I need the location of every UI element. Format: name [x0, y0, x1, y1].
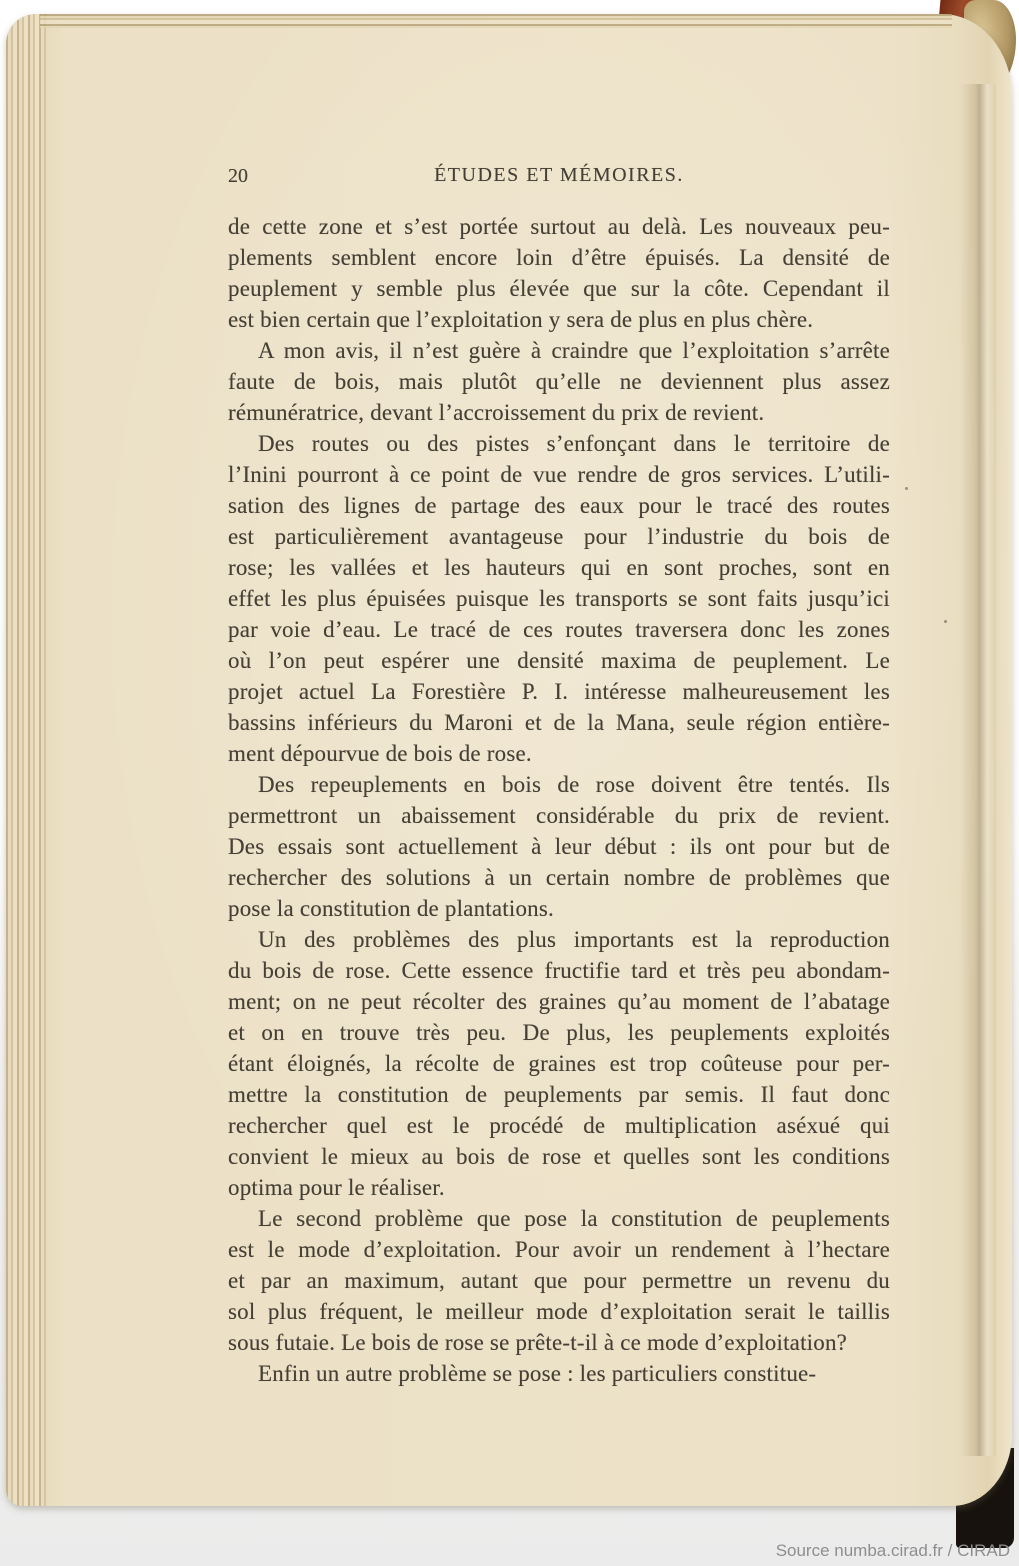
page-body — [228, 211, 890, 1389]
text-line: est le mode d’exploitation. Pour avoir un rendement à l’hectare — [228, 1237, 890, 1262]
text-line: et on en trouve très peu. De plus, les peuplements exploités — [228, 1020, 890, 1045]
text-line: et par an maximum, autant que pour permettre un revenu du — [228, 1268, 890, 1293]
text-line: plements semblent encore loin d’être épuisés. La densité de — [228, 245, 890, 270]
paragraph — [228, 428, 890, 769]
text-line: Des routes ou des pistes s’enfonçant dans le territoire de — [258, 431, 890, 456]
page-number: 20 — [228, 165, 248, 187]
text-line: permettront un abaissement considérable du prix de revient. — [228, 803, 890, 828]
running-header-row — [228, 164, 890, 211]
text-line: faute de bois, mais plutôt qu’elle ne deviennent plus assez — [228, 369, 890, 394]
text-line: Le second problème que pose la constitution de peuplements — [258, 1206, 890, 1231]
text-line: où l’on peut espérer une densité maxima de peuplement. Le — [228, 648, 890, 673]
paragraph — [228, 1203, 890, 1358]
scanned-book-page — [6, 14, 1012, 1506]
text-line: optima pour le réaliser. — [228, 1175, 445, 1200]
page-fold-right — [960, 84, 996, 1456]
paragraph — [228, 924, 890, 1203]
text-line: est particulièrement avantageuse pour l’industrie du bois de — [228, 524, 890, 549]
text-line: peuplement y semble plus élevée que sur la côte. Cependant il — [228, 276, 890, 301]
page-stack-edge-top — [40, 14, 952, 28]
text-line: ment; on ne peut récolter des graines qu’au moment de l’abatage — [228, 989, 890, 1014]
text-line: ment dépourvue de bois de rose. — [228, 741, 532, 766]
paragraph — [228, 335, 890, 428]
text-line: rechercher quel est le procédé de multiplication aséxué qui — [228, 1113, 890, 1138]
paper-speck — [905, 487, 908, 490]
text-line: par voie d’eau. Le tracé de ces routes traversera donc les zones — [228, 617, 890, 642]
text-line: Des repeuplements en bois de rose doivent être tentés. Ils — [258, 772, 890, 797]
text-line: rémunératrice, devant l’accroissement du prix de revient. — [228, 400, 765, 425]
text-line: mettre la constitution de peuplements par semis. Il faut donc — [228, 1082, 890, 1107]
text-line: sation des lignes de partage des eaux pour le tracé des routes — [228, 493, 890, 518]
text-line: sous futaie. Le bois de rose se prête-t-il à ce mode d’exploitation? — [228, 1330, 848, 1355]
text-line: Un des problèmes des plus importants est la reproduction — [258, 927, 890, 952]
text-line: rose; les vallées et les hauteurs qui en sont proches, sont en — [228, 555, 890, 580]
page-stack-edge-left — [6, 14, 46, 1506]
text-block — [228, 164, 890, 1389]
text-line: bassins inférieurs du Maroni et de la Mana, seule région entière- — [228, 710, 890, 735]
text-line: l’Inini pourront à ce point de vue rendre de gros services. L’utili- — [228, 462, 890, 487]
text-line: projet actuel La Forestière P. I. intéresse malheureusement les — [228, 679, 890, 704]
paragraph — [228, 769, 890, 924]
text-line: sol plus fréquent, le meilleur mode d’exploitation serait le taillis — [228, 1299, 890, 1324]
paper-speck — [944, 620, 947, 623]
text-line: rechercher des solutions à un certain nombre de problèmes que — [228, 865, 890, 890]
source-watermark: Source numba.cirad.fr / CIRAD — [775, 1541, 1010, 1560]
text-line: effet les plus épuisées puisque les transports se sont faits jusqu’ici — [228, 586, 890, 611]
text-line: convient le mieux au bois de rose et quelles sont les conditions — [228, 1144, 890, 1169]
paragraph — [228, 211, 890, 335]
text-line: Enfin un autre problème se pose : les particuliers constitue- — [258, 1361, 817, 1386]
text-line: étant éloignés, la récolte de graines est trop coûteuse pour per- — [228, 1051, 890, 1076]
text-line: Des essais sont actuellement à leur début : ils ont pour but de — [228, 834, 890, 859]
text-line: pose la constitution de plantations. — [228, 896, 554, 921]
text-line: de cette zone et s’est portée surtout au delà. Les nouveaux peu- — [228, 214, 890, 239]
paragraph — [228, 1358, 890, 1389]
text-line: est bien certain que l’exploitation y sera de plus en plus chère. — [228, 307, 814, 332]
text-line: du bois de rose. Cette essence fructifie tard et très peu abondam- — [228, 958, 890, 983]
running-header: ÉTUDES ET MÉMOIRES. — [434, 164, 684, 186]
text-line: A mon avis, il n’est guère à craindre que l’exploitation s’arrête — [258, 338, 890, 363]
